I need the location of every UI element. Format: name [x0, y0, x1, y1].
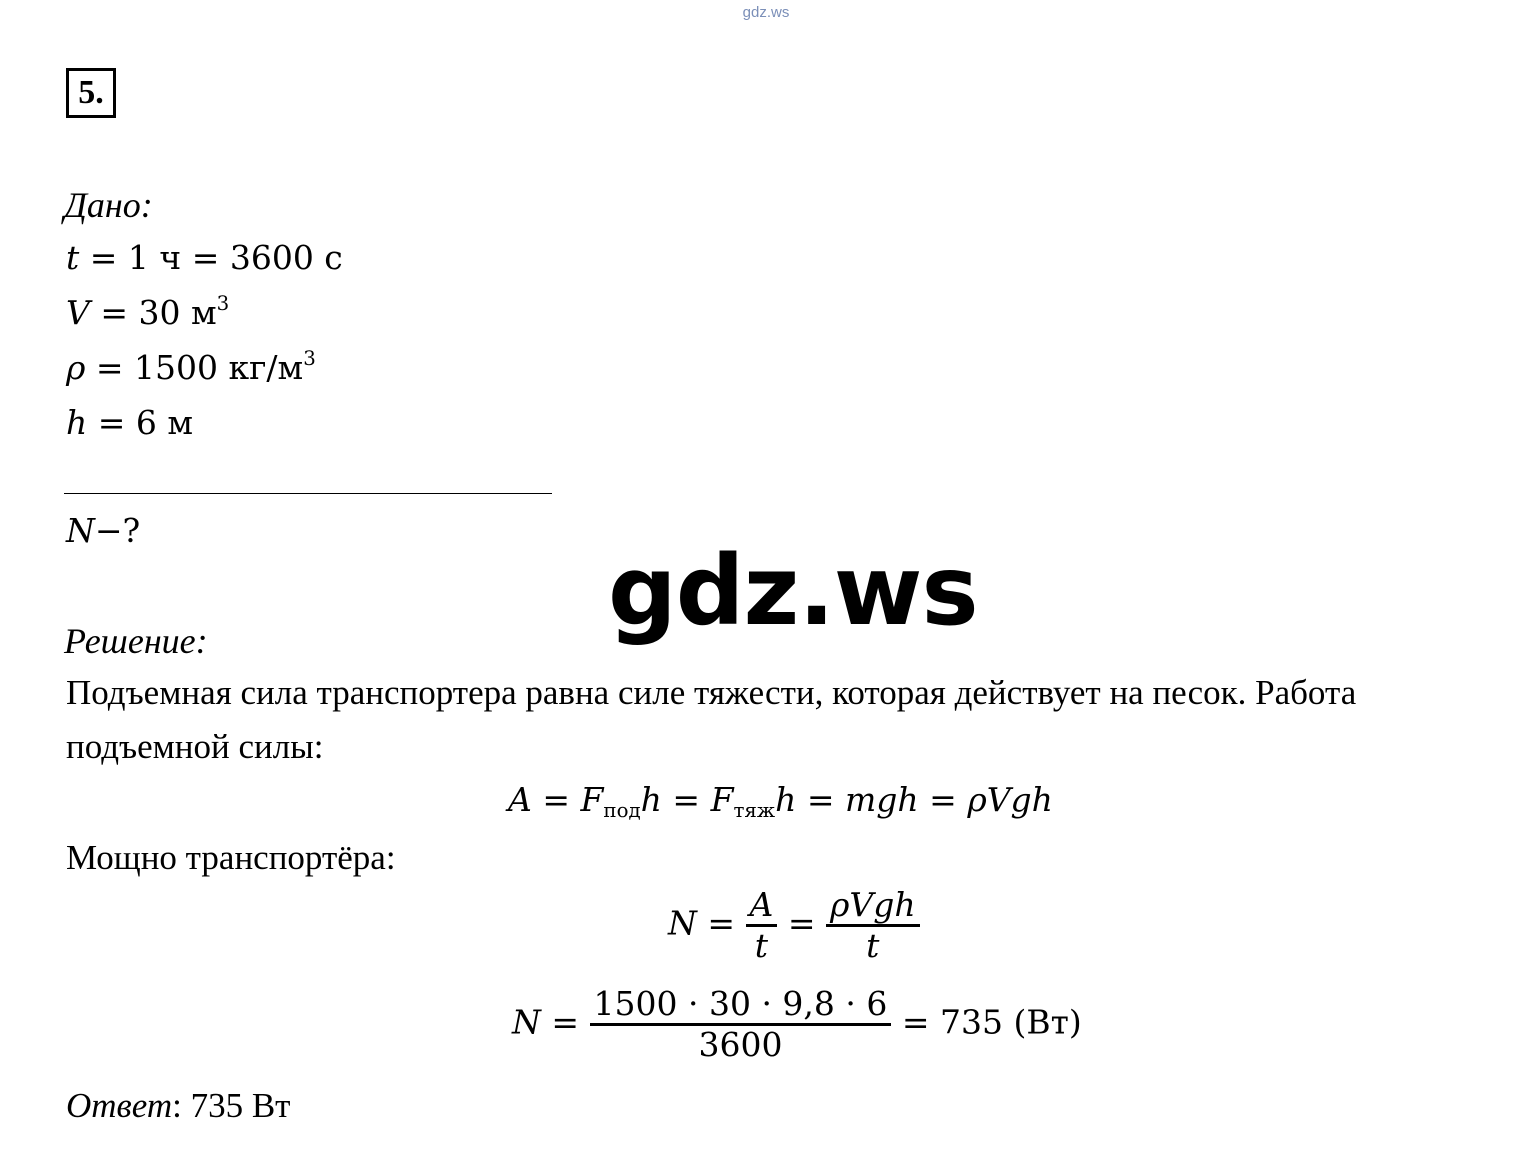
formula-work-rhoVgh: ρVgh	[967, 780, 1053, 819]
formula-work-eq1: =	[531, 780, 581, 819]
formula-work-A: A	[508, 780, 532, 819]
given-h-value: = 6 м	[87, 403, 194, 442]
formula-power-den2: t	[826, 924, 920, 965]
formula-work-eq2: =	[661, 780, 711, 819]
given-t-value: = 1 ч = 3600 с	[79, 238, 343, 277]
given-label: Дано:	[64, 185, 153, 225]
formula-power-den1: t	[746, 924, 778, 965]
center-watermark: gdz.ws	[608, 535, 978, 647]
formula-work-sub-pod: под	[603, 798, 641, 822]
answer-value: : 735 Вт	[172, 1086, 291, 1125]
formula-work-F2: F	[710, 780, 734, 819]
formula-power-frac1	[746, 886, 778, 965]
given-divider	[64, 493, 552, 494]
formula-work-F1: F	[580, 780, 604, 819]
given-h	[66, 403, 193, 442]
formula-work-h1: h	[640, 780, 662, 819]
given-t	[66, 238, 343, 277]
formula-power-num2: ρVgh	[830, 885, 916, 924]
solution-paragraph1-line2: подъемной силы:	[66, 727, 324, 766]
given-t-var: t	[66, 238, 80, 277]
formula-power-eq1: =	[707, 903, 746, 943]
formula-power	[668, 886, 920, 965]
given-V	[66, 293, 229, 332]
solution-label: Решение:	[64, 621, 208, 661]
top-watermark: gdz.ws	[742, 4, 790, 21]
given-h-var: h	[66, 403, 88, 442]
formula-power-N: N	[668, 903, 697, 943]
find-line	[66, 511, 140, 550]
given-V-exp: 3	[216, 292, 230, 316]
find-rest: −?	[94, 511, 141, 550]
formula-work	[508, 780, 1053, 822]
given-rho-var: ρ	[66, 348, 86, 387]
given-rho-value: = 1500 кг/м	[85, 348, 304, 387]
solution-paragraph2: Мощно транспортёра:	[66, 838, 396, 877]
formula-calc-result: = 735 (Вт)	[901, 1002, 1082, 1042]
solution-paragraph1-line1: Подъемная сила транспортера равна силе тяжести, которая действует на песок. Работа	[66, 673, 1357, 712]
formula-calc-numerator: 1500 · 30 · 9,8 · 6	[593, 984, 888, 1023]
find-var: N	[66, 511, 95, 550]
formula-work-eq4: =	[918, 780, 968, 819]
formula-power-num1: A	[749, 885, 774, 924]
given-rho-exp: 3	[303, 347, 316, 371]
problem-number: 5.	[66, 68, 116, 118]
formula-calc-eq: =	[551, 1002, 590, 1042]
formula-work-h2: h	[775, 780, 797, 819]
formula-calc	[512, 985, 1082, 1064]
given-V-var: V	[66, 293, 90, 332]
formula-work-mgh: mgh	[845, 780, 919, 819]
formula-calc-denominator: 3600	[590, 1023, 892, 1064]
formula-calc-frac	[590, 985, 892, 1064]
formula-work-eq3: =	[796, 780, 846, 819]
answer-line	[66, 1086, 290, 1126]
formula-calc-N: N	[512, 1002, 541, 1042]
formula-power-eq2: =	[787, 903, 826, 943]
formula-power-frac2	[826, 886, 920, 965]
given-rho	[66, 348, 316, 387]
answer-label: Ответ	[66, 1086, 173, 1125]
given-V-value: = 30 м	[89, 293, 217, 332]
formula-work-sub-tyazh: тяж	[733, 798, 776, 822]
